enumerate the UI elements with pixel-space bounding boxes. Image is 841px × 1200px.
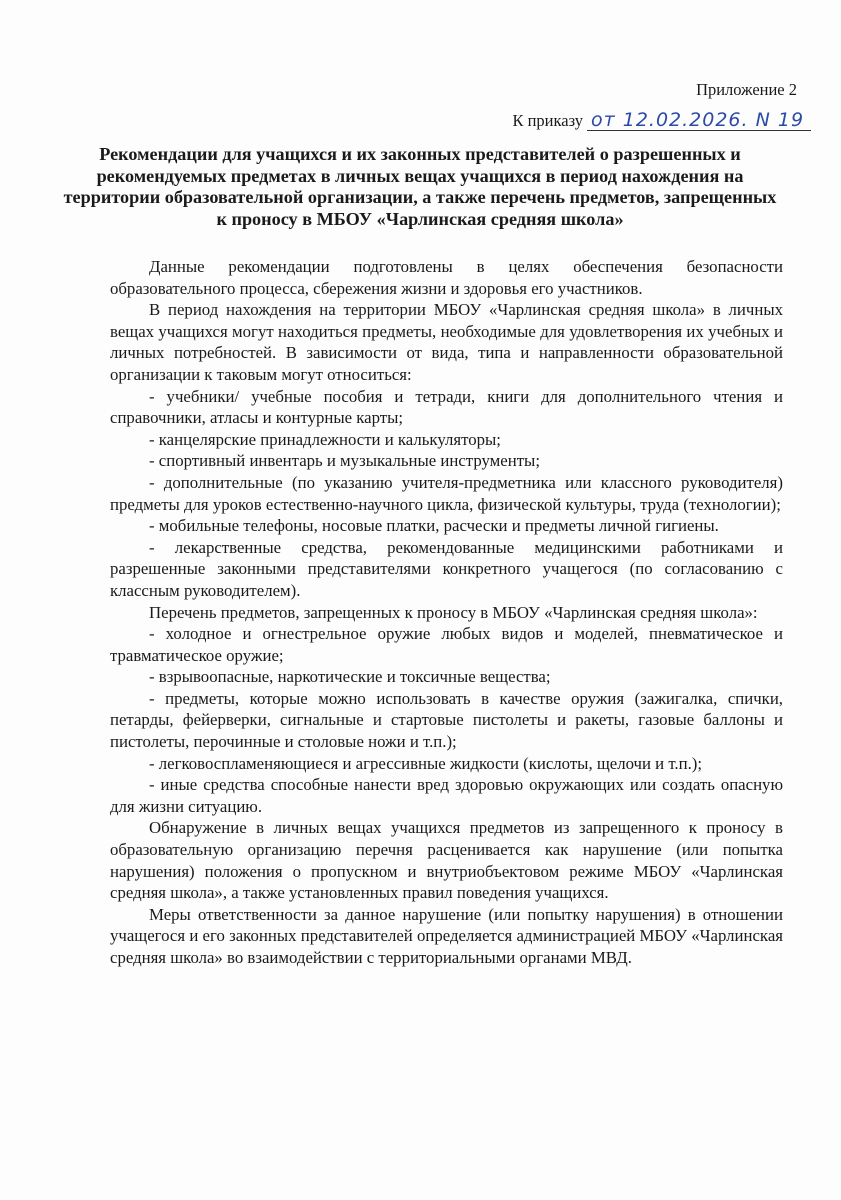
appendix-label: Приложение 2 xyxy=(696,80,797,99)
paragraph: Перечень предметов, запрещенных к проносу в МБОУ «Чарлинская средняя школа»: xyxy=(149,602,758,622)
list-item: - лекарственные средства, рекомендованные медицинскими работниками и разрешенные законными представителями конкретного учащегося (по согласованию с классным руководителем). xyxy=(110,537,783,600)
list-item: - дополнительные (по указанию учителя-предметника или классного руководителя) предметы для уроков естественно-научного цикла, физической культуры, труда (технологии); xyxy=(110,472,783,514)
list-item: - иные средства способные нанести вред здоровью окружающих или создать опасную для жизни ситуацию. xyxy=(110,775,783,816)
paragraph: Данные рекомендации подготовлены в целях обеспечения безопасности образовательного процесса, сбережения жизни и здоровья его участников. xyxy=(110,257,783,298)
paragraph: Меры ответственности за данное нарушение (или попытку нарушения) в отношении учащегося и его законных представителей определяется администрацией МБОУ «Чарлинская средняя школа» во взаимодействии с территориальными органами МВД. xyxy=(110,904,783,967)
list-item: - спортивный инвентарь и музыкальные инструменты; xyxy=(149,451,540,471)
list-item: - канцелярские принадлежности и калькуляторы; xyxy=(149,429,501,449)
order-reference xyxy=(512,110,811,131)
list-item: - мобильные телефоны, носовые платки, расчески и предметы личной гигиены. xyxy=(149,516,719,536)
list-item: - легковоспламеняющиеся и агрессивные жидкости (кислоты, щелочи и т.п.); xyxy=(149,753,703,773)
paragraph: В период нахождения на территории МБОУ «Чарлинская средняя школа» в личных вещах учащихся могут находиться предметы, необходимые для удовлетворения их учебных и личных потребностей. В зависимости от вида, типа и направленности образовательной организации к таковым могут относиться: xyxy=(110,300,783,384)
list-item: - учебники/ учебные пособия и тетради, книги для дополнительного чтения и справочники, атласы и контурные карты; xyxy=(110,386,783,428)
handwritten-order-number: от 12.02.2026. N 19 xyxy=(587,110,811,131)
document-title: Рекомендации для учащихся и их законных представителей о разрешенных и рекомендуемых предметах в личных вещах учащихся в период нахождения на территории образовательной организации, а также перечень предметов, запрещенных к проносу в МБОУ «Чарлинская средняя школа» xyxy=(63,144,777,229)
list-item: - предметы, которые можно использовать в качестве оружия (зажигалка, спички, петарды, фейерверки, сигнальные и стартовые пистолеты и ракеты, газовые баллоны и пистолеты, перочинные и столовые ножи и т.п.); xyxy=(110,688,783,752)
order-label: К приказу xyxy=(512,111,583,130)
paragraph: Обнаружение в личных вещах учащихся предметов из запрещенного к проносу в образовательную организацию перечня расценивается как нарушение (или попытка нарушения) положения о пропускном и внутриобъектовом режиме МБОУ «Чарлинская средняя школа», а также установленных правил поведения учащихся. xyxy=(110,818,783,903)
list-item: - взрывоопасные, наркотические и токсичные вещества; xyxy=(149,667,551,687)
document-body xyxy=(110,256,783,969)
list-item: - холодное и огнестрельное оружие любых видов и моделей, пневматическое и травматическое оружие; xyxy=(110,624,783,665)
